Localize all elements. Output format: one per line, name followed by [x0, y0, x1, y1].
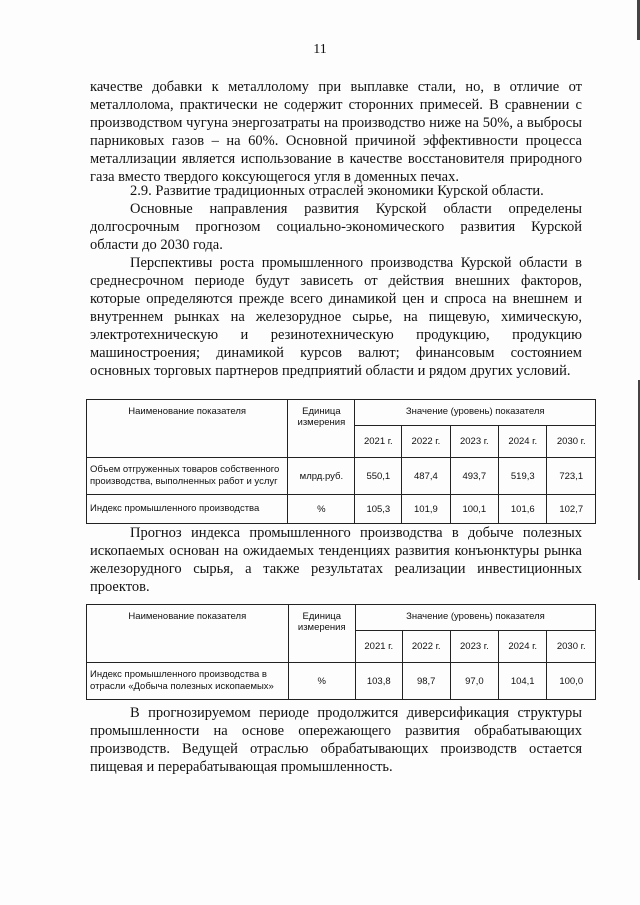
indicator-value: 487,4 — [402, 458, 450, 495]
header-indicator-name: Наименование показателя — [87, 400, 288, 458]
paragraph-mining-forecast: Прогноз индекса промышленного производства в добыче полезных ископаемых основан на ожидаемых тенденциях развития конъюнктуры рынка железорудного сырья, а также результатах реализации инвестиционных проектов. — [90, 525, 582, 595]
year-header: 2022 г. — [402, 631, 450, 663]
indicator-value: 723,1 — [547, 458, 596, 495]
table-row — [87, 663, 596, 700]
indicator-unit: млрд.руб. — [288, 458, 355, 495]
indicator-unit: % — [288, 495, 355, 524]
indicator-value: 100,0 — [547, 663, 596, 700]
year-header: 2030 г. — [547, 631, 596, 663]
year-header: 2023 г. — [450, 631, 498, 663]
year-header: 2021 г. — [355, 631, 402, 663]
indicator-value: 98,7 — [402, 663, 450, 700]
indicator-value: 519,3 — [499, 458, 547, 495]
indicator-name: Индекс промышленного производства — [87, 495, 288, 524]
table-row — [87, 495, 596, 524]
indicator-name: Объем отгруженных товаров собственного производства, выполненных работ и услуг — [87, 458, 288, 495]
indicator-value: 102,7 — [547, 495, 596, 524]
header-value: Значение (уровень) показателя — [355, 400, 596, 426]
indicator-value: 101,6 — [499, 495, 547, 524]
indicator-value: 493,7 — [450, 458, 498, 495]
year-header: 2024 г. — [498, 631, 546, 663]
paragraph-diversification: В прогнозируемом периоде продолжится диверсификация структуры промышленности на основе опережающего развития обрабатывающих производств. Ведущей отраслью обрабатывающих производств остается пищевая и перерабатывающая промышленность. — [90, 705, 582, 775]
indicator-value: 97,0 — [450, 663, 498, 700]
indicator-value: 550,1 — [355, 458, 402, 495]
table-mining-forecast — [86, 604, 596, 700]
indicator-value: 101,9 — [402, 495, 450, 524]
header-unit: Единица измерения — [288, 400, 355, 458]
year-header: 2030 г. — [547, 426, 596, 458]
table-industrial-forecast — [86, 399, 596, 524]
year-header: 2024 г. — [499, 426, 547, 458]
table-row — [87, 458, 596, 495]
page-number: 11 — [313, 42, 327, 57]
year-header: 2021 г. — [355, 426, 402, 458]
indicator-value: 103,8 — [355, 663, 402, 700]
year-header: 2022 г. — [402, 426, 450, 458]
header-unit: Единица измерения — [288, 605, 355, 663]
indicator-unit: % — [288, 663, 355, 700]
indicator-value: 104,1 — [498, 663, 546, 700]
paragraph-directions: Основные направления развития Курской области определены долгосрочным прогнозом социально-экономического развития Курской области до 2030 года. — [90, 201, 582, 253]
paragraph-prospects: Перспективы роста промышленного производства Курской области в среднесрочном периоде будут зависеть от действия внешних факторов, которые определяются прежде всего динамикой цен и спроса на внешнем и внутреннем рынках на железорудное сырье, на пищевую, химическую, электротехническую и резинотехническую продукцию, продукцию машиностроения; динамикой курсов валют; финансовым состоянием основных торговых партнеров предприятий области и рядом других условий. — [90, 255, 582, 379]
indicator-value: 105,3 — [355, 495, 402, 524]
indicator-value: 100,1 — [450, 495, 498, 524]
year-header: 2023 г. — [450, 426, 498, 458]
indicator-name: Индекс промышленного производства в отрасли «Добыча полезных ископаемых» — [87, 663, 289, 700]
paragraph-metallization: качестве добавки к металлолому при выплавке стали, но, в отличие от металлолома, практически не содержит сторонних примесей. В сравнении с производством чугуна энергозатраты на производство ниже на 50%, а выбросы парниковых газов – на 60%. Основной причиной эффективности процесса металлизации является использование в качестве восстановителя природного газа вместо твердого коксующегося угля в доменных печах. — [90, 79, 582, 185]
section-heading: 2.9. Развитие традиционных отраслей экономики Курской области. — [130, 183, 544, 199]
header-value: Значение (уровень) показателя — [355, 605, 595, 631]
header-indicator-name: Наименование показателя — [87, 605, 289, 663]
